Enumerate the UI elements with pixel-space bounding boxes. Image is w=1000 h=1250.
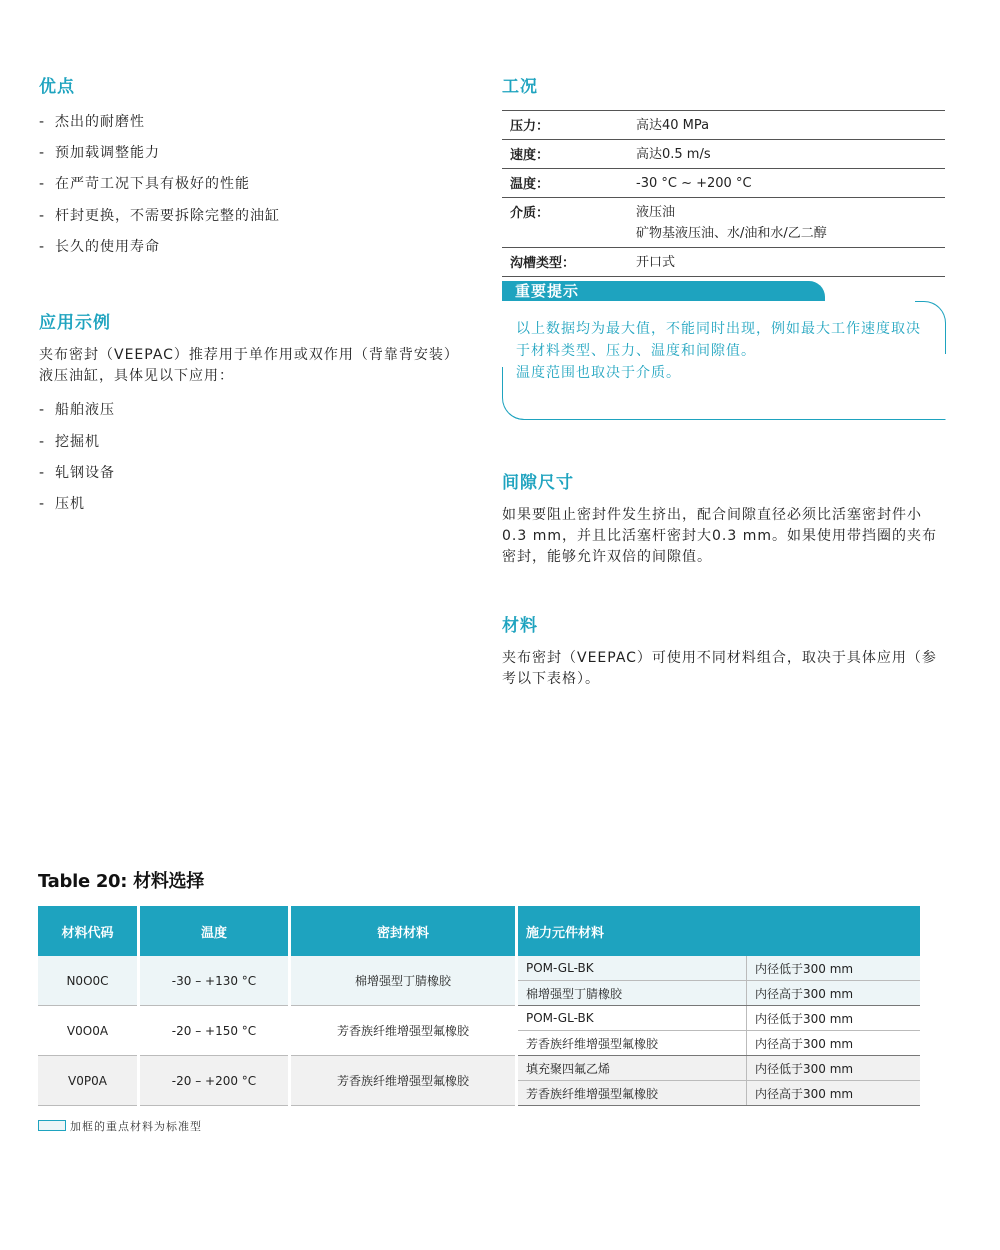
seal-material: 芳香族纤维增强型氟橡胶 — [290, 1006, 517, 1056]
list-item — [39, 111, 145, 131]
bullet-dash: - — [39, 465, 46, 481]
list-item — [39, 493, 85, 513]
list-item-text: 船舶液压 — [55, 402, 115, 418]
bullet-dash: - — [39, 145, 46, 161]
bullet-dash: - — [39, 114, 46, 130]
energizer-material: 棉增强型丁腈橡胶 — [517, 981, 747, 1006]
list-item-text: 长久的使用寿命 — [55, 239, 160, 255]
conditions-table — [502, 110, 945, 277]
condition-value — [636, 198, 945, 247]
size-condition: 内径低于300 mm — [747, 1006, 921, 1031]
table-row — [38, 1006, 920, 1031]
material-code: V0O0A — [38, 1006, 139, 1056]
list-item — [39, 142, 160, 162]
condition-key: 速度： — [510, 148, 550, 163]
column-header: 施力元件材料 — [517, 906, 921, 956]
temperature: -20 – +200 °C — [139, 1056, 290, 1106]
column-header: 密封材料 — [290, 906, 517, 956]
advantages-title: 优点 — [39, 77, 75, 97]
notice-line: 以上数据均为最大值，不能同时出现，例如最大工作速度取决于材料类型、压力、温度和间隙值。 — [516, 321, 921, 359]
condition-value: 开口式 — [636, 255, 676, 270]
clearance-title: 间隙尺寸 — [502, 473, 574, 493]
condition-key: 介质： — [510, 206, 550, 221]
temperature: -30 – +130 °C — [139, 956, 290, 1006]
condition-key: 压力： — [510, 119, 550, 134]
notice-line: 温度范围也取决于介质。 — [516, 365, 681, 381]
size-condition: 内径低于300 mm — [747, 956, 921, 981]
bullet-dash: - — [39, 402, 46, 418]
list-item-text: 杰出的耐磨性 — [55, 114, 145, 130]
list-item — [39, 205, 280, 225]
energizer-material: 芳香族纤维增强型氟橡胶 — [517, 1081, 747, 1106]
seal-material: 棉增强型丁腈橡胶 — [290, 956, 517, 1006]
applications-title: 应用示例 — [39, 313, 111, 333]
bullet-dash: - — [39, 496, 46, 512]
condition-value: -30 °C ~ +200 °C — [636, 176, 752, 191]
table-row — [502, 110, 945, 139]
bullet-dash: - — [39, 176, 46, 192]
list-item-text: 挖掘机 — [55, 434, 100, 450]
column-header: 温度 — [139, 906, 290, 956]
condition-value-line: 矿物基液压油、水/油和水/乙二醇 — [636, 226, 827, 241]
energizer-material: 芳香族纤维增强型氟橡胶 — [517, 1031, 747, 1056]
list-item — [39, 462, 115, 482]
list-item-text: 预加载调整能力 — [55, 145, 160, 161]
seal-material: 芳香族纤维增强型氟橡胶 — [290, 1056, 517, 1106]
condition-value: 高达40 MPa — [636, 118, 710, 133]
table-header-row — [38, 906, 920, 956]
list-item — [39, 431, 100, 451]
condition-value: 高达0.5 m/s — [636, 147, 711, 162]
materials-table — [38, 906, 920, 1106]
materials-title: 材料 — [502, 616, 538, 636]
conditions-title: 工况 — [502, 77, 538, 97]
size-condition: 内径高于300 mm — [747, 1081, 921, 1106]
list-item-text: 杆封更换，不需要拆除完整的油缸 — [55, 208, 280, 224]
table-row — [38, 1056, 920, 1081]
list-item-text: 压机 — [55, 496, 85, 512]
column-header: 材料代码 — [38, 906, 139, 956]
applications-intro: 夹布密封（VEEPAC）推荐用于单作用或双作用（背靠背安装）液压油缸，具体见以下应用： — [39, 347, 459, 384]
size-condition: 内径高于300 mm — [747, 981, 921, 1006]
material-code: N0O0C — [38, 956, 139, 1006]
table-row — [502, 139, 945, 168]
size-condition: 内径低于300 mm — [747, 1056, 921, 1081]
size-condition: 内径高于300 mm — [747, 1031, 921, 1056]
list-item — [39, 236, 160, 256]
list-item — [39, 173, 250, 193]
table-row — [502, 197, 945, 247]
list-item — [39, 399, 115, 419]
notice-text — [516, 318, 931, 384]
condition-key: 沟槽类型： — [510, 256, 576, 271]
energizer-material: POM-GL-BK — [517, 1006, 747, 1031]
notice-title: 重要提示 — [502, 281, 825, 301]
bullet-dash: - — [39, 208, 46, 224]
table-caption: Table 20: 材料选择 — [38, 871, 204, 892]
materials-text: 夹布密封（VEEPAC）可使用不同材料组合，取决于具体应用（参考以下表格）。 — [502, 650, 937, 687]
material-code: V0P0A — [38, 1056, 139, 1106]
condition-key: 温度： — [510, 177, 550, 192]
legend-text: 加框的重点材料为标准型 — [70, 1120, 202, 1133]
bullet-dash: - — [39, 434, 46, 450]
clearance-text: 如果要阻止密封件发生挤出，配合间隙直径必须比活塞密封件小0.3 mm，并且比活塞杆密封大0.3 mm。如果使用带挡圈的夹布密封，能够允许双倍的间隙值。 — [502, 507, 937, 565]
condition-value-line: 液压油 — [636, 205, 676, 220]
energizer-material: 填充聚四氟乙烯 — [517, 1056, 747, 1081]
bullet-dash: - — [39, 239, 46, 255]
list-item-text: 轧钢设备 — [55, 465, 115, 481]
table-row — [38, 956, 920, 981]
energizer-material: POM-GL-BK — [517, 956, 747, 981]
temperature: -20 – +150 °C — [139, 1006, 290, 1056]
legend-swatch — [38, 1120, 66, 1131]
table-row — [502, 247, 945, 277]
table-row — [502, 168, 945, 197]
list-item-text: 在严苛工况下具有极好的性能 — [55, 176, 250, 192]
